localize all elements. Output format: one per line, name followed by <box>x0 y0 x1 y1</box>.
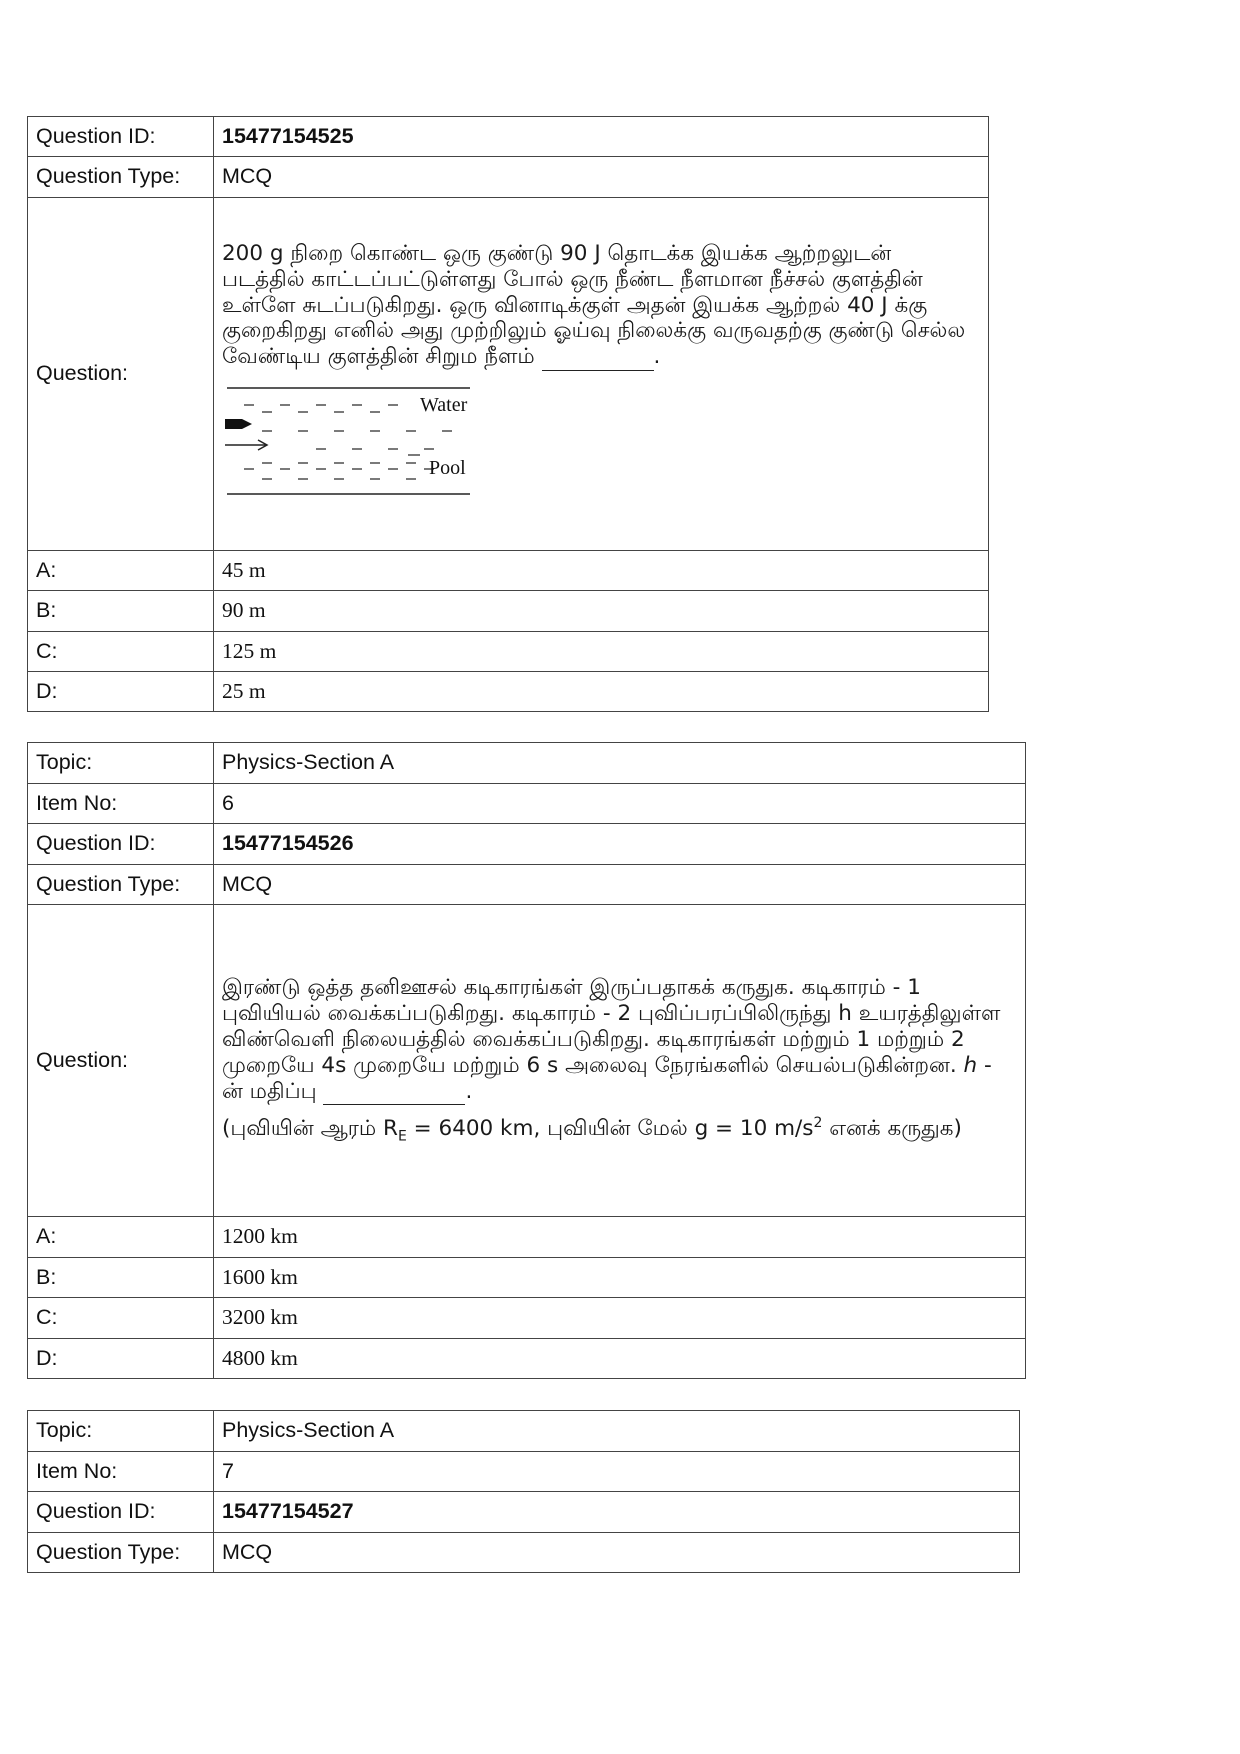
topic-label: Topic: <box>28 743 214 784</box>
option-d-label: D: <box>28 672 214 712</box>
option-c-value: 3200 km <box>214 1298 1026 1339</box>
question-table-6 <box>27 742 1026 1379</box>
option-c-value: 125 m <box>214 632 989 672</box>
option-b-label: B: <box>28 591 214 632</box>
item-no-label: Item No: <box>28 784 214 824</box>
option-c-label: C: <box>28 1298 214 1339</box>
option-a-value: 45 m <box>214 551 989 591</box>
question-stem: 200 g நிறை கொண்ட ஒரு குண்டு 90 J தொடக்க இயக்க ஆற்றலுடன் படத்தில் காட்டப்பட்டுள்ளது போல் ஒரு நீண்ட நீளமான நீச்சல் குளத்தின் உள்ளே சுடப்படுகிறது. ஒரு வினாடிக்குள் அதன் இயக்க ஆற்றல் 40 J க்கு குறைகிறது எனில் அது முற்றிலும் ஓய்வு நிலைக்கு வருவதற்கு குண்டு செல்ல வேண்டிய குளத்தின் சிறும நீளம் <box>222 241 966 370</box>
option-d-value: 25 m <box>214 672 989 712</box>
question-id-value: 15477154527 <box>214 1492 1020 1533</box>
topic-label: Topic: <box>28 1411 214 1452</box>
option-b-value: 1600 km <box>214 1258 1026 1298</box>
answer-blank <box>542 344 654 371</box>
question-end: . <box>653 344 661 370</box>
question-type-label: Question Type: <box>28 157 214 198</box>
question-type-label: Question Type: <box>28 865 214 905</box>
question-id-label: Question ID: <box>28 824 214 865</box>
pool-diagram <box>222 385 482 497</box>
bullet-shape <box>225 419 252 429</box>
question-type-value: MCQ <box>214 1533 1020 1573</box>
question-text <box>222 975 1017 1105</box>
question-id-value: 15477154526 <box>214 824 1026 865</box>
option-c-label: C: <box>28 632 214 672</box>
question-label: Question: <box>28 198 214 551</box>
question-end: . <box>465 1078 473 1104</box>
variable-h: h <box>963 1052 978 1078</box>
topic-value: Physics-Section A <box>214 743 1026 784</box>
option-b-label: B: <box>28 1258 214 1298</box>
option-a-label: A: <box>28 1217 214 1258</box>
question-table-7 <box>27 1410 1020 1573</box>
question-id-label: Question ID: <box>28 1492 214 1533</box>
question-type-value: MCQ <box>214 865 1026 905</box>
option-b-value: 90 m <box>214 591 989 632</box>
water-dashes <box>244 405 452 479</box>
item-no-value: 7 <box>214 1452 1020 1492</box>
item-no-label: Item No: <box>28 1452 214 1492</box>
question-text <box>222 241 980 371</box>
question-body <box>214 905 1026 1217</box>
option-a-label: A: <box>28 551 214 591</box>
water-label: Water <box>420 393 468 416</box>
pool-label: Pool <box>429 456 466 479</box>
question-note: (புவியின் ஆரம் $R_E = 6400$ km, புவியின் மேல் g = 10 $m/s^2$ எனக் கருதுக) <box>222 1115 962 1145</box>
option-d-value: 4800 km <box>214 1339 1026 1379</box>
question-id-label: Question ID: <box>28 117 214 157</box>
question-table-5 <box>27 116 989 712</box>
question-stem: இரண்டு ஒத்த தனிஊசல் கடிகாரங்கள் இருப்பதாகக் கருதுக. கடிகாரம் - 1 புவியியல் வைக்கப்படுகிறது. கடிகாரம் - 2 புவிப்பரப்பிலிருந்து h உயரத்திலுள்ள விண்வெளி நிலையத்தில் வைக்கப்படுகிறது. கடிகாரங்கள் மற்றும் 1 மற்றும் 2 முறையே 4s முறையே மற்றும் 6 s அலைவு நேரங்களில் செயல்படுகின்றன. <box>222 975 1001 1078</box>
answer-blank <box>323 1079 465 1106</box>
question-type-label: Question Type: <box>28 1533 214 1573</box>
option-d-label: D: <box>28 1339 214 1379</box>
question-id-value: 15477154525 <box>214 117 989 157</box>
question-body <box>214 198 989 551</box>
question-stem-end: - ன் மதிப்பு <box>222 1052 992 1104</box>
topic-value: Physics-Section A <box>214 1411 1020 1452</box>
option-a-value: 1200 km <box>214 1217 1026 1258</box>
question-type-value: MCQ <box>214 157 989 198</box>
item-no-value: 6 <box>214 784 1026 824</box>
question-label: Question: <box>28 905 214 1217</box>
